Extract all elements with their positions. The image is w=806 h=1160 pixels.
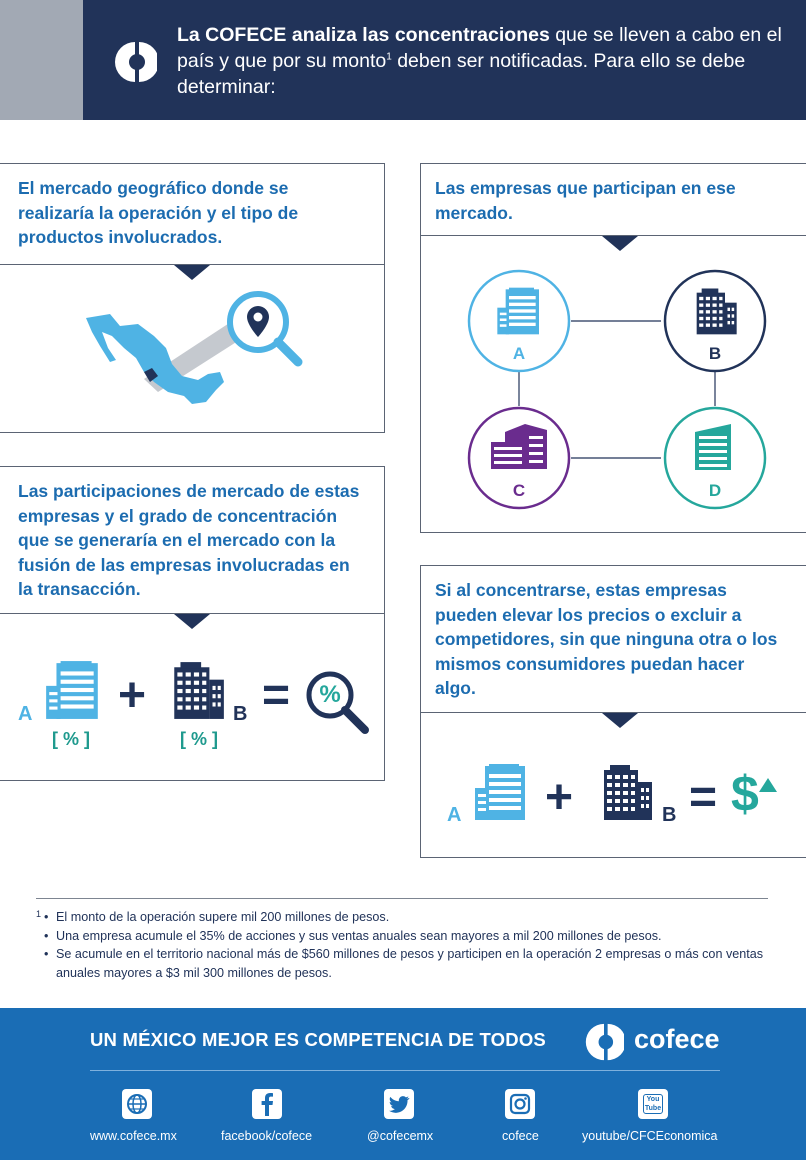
website-link[interactable]: www.cofece.mx: [90, 1129, 177, 1143]
down-arrow-icon: [174, 614, 210, 629]
mexico-map-magnifier-icon: [80, 284, 310, 414]
title-line: El mercado geográfico donde se: [18, 178, 289, 198]
box-geographic-title: [18, 176, 378, 250]
box-geographic-market: [0, 163, 385, 433]
box-market-shares: [0, 466, 385, 781]
title-line: fusión de las empresas involucradas en: [18, 554, 350, 575]
title-line: competidores, sin que ninguna otra o los: [435, 629, 778, 649]
box-participating-companies: [420, 163, 806, 533]
header-side-band: [0, 0, 83, 120]
footnote-item: • El monto de la operación supere mil 200 millones de pesos.: [44, 908, 784, 927]
title-line: mercado.: [435, 202, 513, 223]
youtube-link[interactable]: youtube/CFCEconomica: [582, 1129, 718, 1143]
company-a-label: A: [512, 344, 526, 363]
building-a-icon: [469, 762, 533, 822]
youtube-icon[interactable]: [638, 1089, 668, 1119]
header-footnote-mark: 1: [386, 51, 392, 63]
company-b-letter: B: [662, 804, 677, 826]
instagram-icon[interactable]: [505, 1089, 535, 1119]
footnote-divider: [36, 898, 768, 899]
price-up-arrow-icon: [759, 778, 777, 792]
down-arrow-icon: [602, 713, 638, 728]
twitter-icon[interactable]: [384, 1089, 414, 1119]
box-shares-title: [18, 479, 380, 602]
company-a-letter: A: [18, 703, 33, 725]
companies-network-diagram: [461, 264, 771, 514]
twitter-link[interactable]: @cofecemx: [367, 1129, 434, 1143]
footnote-list: [44, 908, 784, 982]
company-b-label: B: [708, 344, 722, 363]
globe-icon[interactable]: [122, 1089, 152, 1119]
title-line: algo.: [435, 678, 476, 698]
footer-divider: [90, 1070, 720, 1071]
price-dollar-symbol: $: [731, 766, 759, 822]
footnote-item: • Una empresa acumule el 35% de acciones y sus ventas anuales sean mayores a mil 200 millones de pesos.: [44, 927, 784, 946]
title-line: Las empresas que participan en ese: [435, 178, 736, 198]
company-c-label: C: [512, 481, 526, 500]
building-b-icon: [162, 659, 232, 721]
share-a-label: [ % ]: [52, 729, 90, 749]
magnifier-percent-symbol: %: [319, 681, 341, 708]
instagram-link[interactable]: cofece: [502, 1129, 539, 1143]
title-line: empresas y el grado de concentración: [18, 505, 338, 526]
header-intro-text: [177, 22, 787, 100]
plus-sign: +: [545, 771, 574, 824]
footnote-item: • Se acumule en el territorio nacional más de $560 millones de pesos y participen en la operación 2 empresas o más con ventas anuales mayores a $3 mil 300 millones de pesos.: [44, 945, 784, 982]
equals-sign: =: [262, 669, 291, 722]
title-line: Si al concentrarse, estas empresas: [435, 580, 727, 600]
header-bold-text: La COFECE analiza las concentraciones: [177, 24, 550, 46]
title-line: realizaría la operación y el tipo de: [18, 202, 299, 223]
company-d-label: D: [708, 481, 722, 500]
youtube-icon-text: You Tube: [644, 1096, 662, 1112]
equals-sign: =: [689, 771, 718, 824]
down-arrow-icon: [602, 236, 638, 251]
title-line: la transacción.: [18, 579, 141, 599]
company-b-letter: B: [233, 703, 248, 725]
footer-brand: cofece: [634, 1024, 720, 1054]
company-a-letter: A: [447, 804, 462, 826]
building-a-icon: [40, 659, 106, 721]
title-line: pueden elevar los precios o excluir a: [435, 604, 742, 625]
box-companies-title: [435, 176, 795, 225]
title-line: mismos consumidores puedan hacer: [435, 653, 745, 674]
header-text-2: deben ser notificadas. Para ello se debe determinar:: [177, 50, 746, 98]
share-b-label: [ % ]: [180, 729, 218, 749]
title-line: que se generaría en el mercado con la: [18, 530, 336, 550]
cofece-logo-icon: [113, 40, 157, 84]
header-text-1: que se lleven a cabo en el país y que por su monto: [177, 24, 782, 72]
cofece-logo-icon: [584, 1022, 624, 1062]
footer-slogan: UN MÉXICO MEJOR ES COMPETENCIA DE TODOS: [90, 1029, 546, 1050]
footnote-number: 1: [36, 909, 42, 919]
facebook-icon[interactable]: [252, 1089, 282, 1119]
plus-sign: +: [118, 669, 147, 722]
box-prices-title: [435, 578, 800, 701]
down-arrow-icon: [174, 265, 210, 280]
facebook-link[interactable]: facebook/cofece: [221, 1129, 313, 1143]
box-price-effect: [420, 565, 806, 858]
title-line: Las participaciones de mercado de estas: [18, 481, 360, 501]
title-line: productos involucrados.: [18, 227, 223, 247]
building-b-icon: [591, 762, 661, 822]
